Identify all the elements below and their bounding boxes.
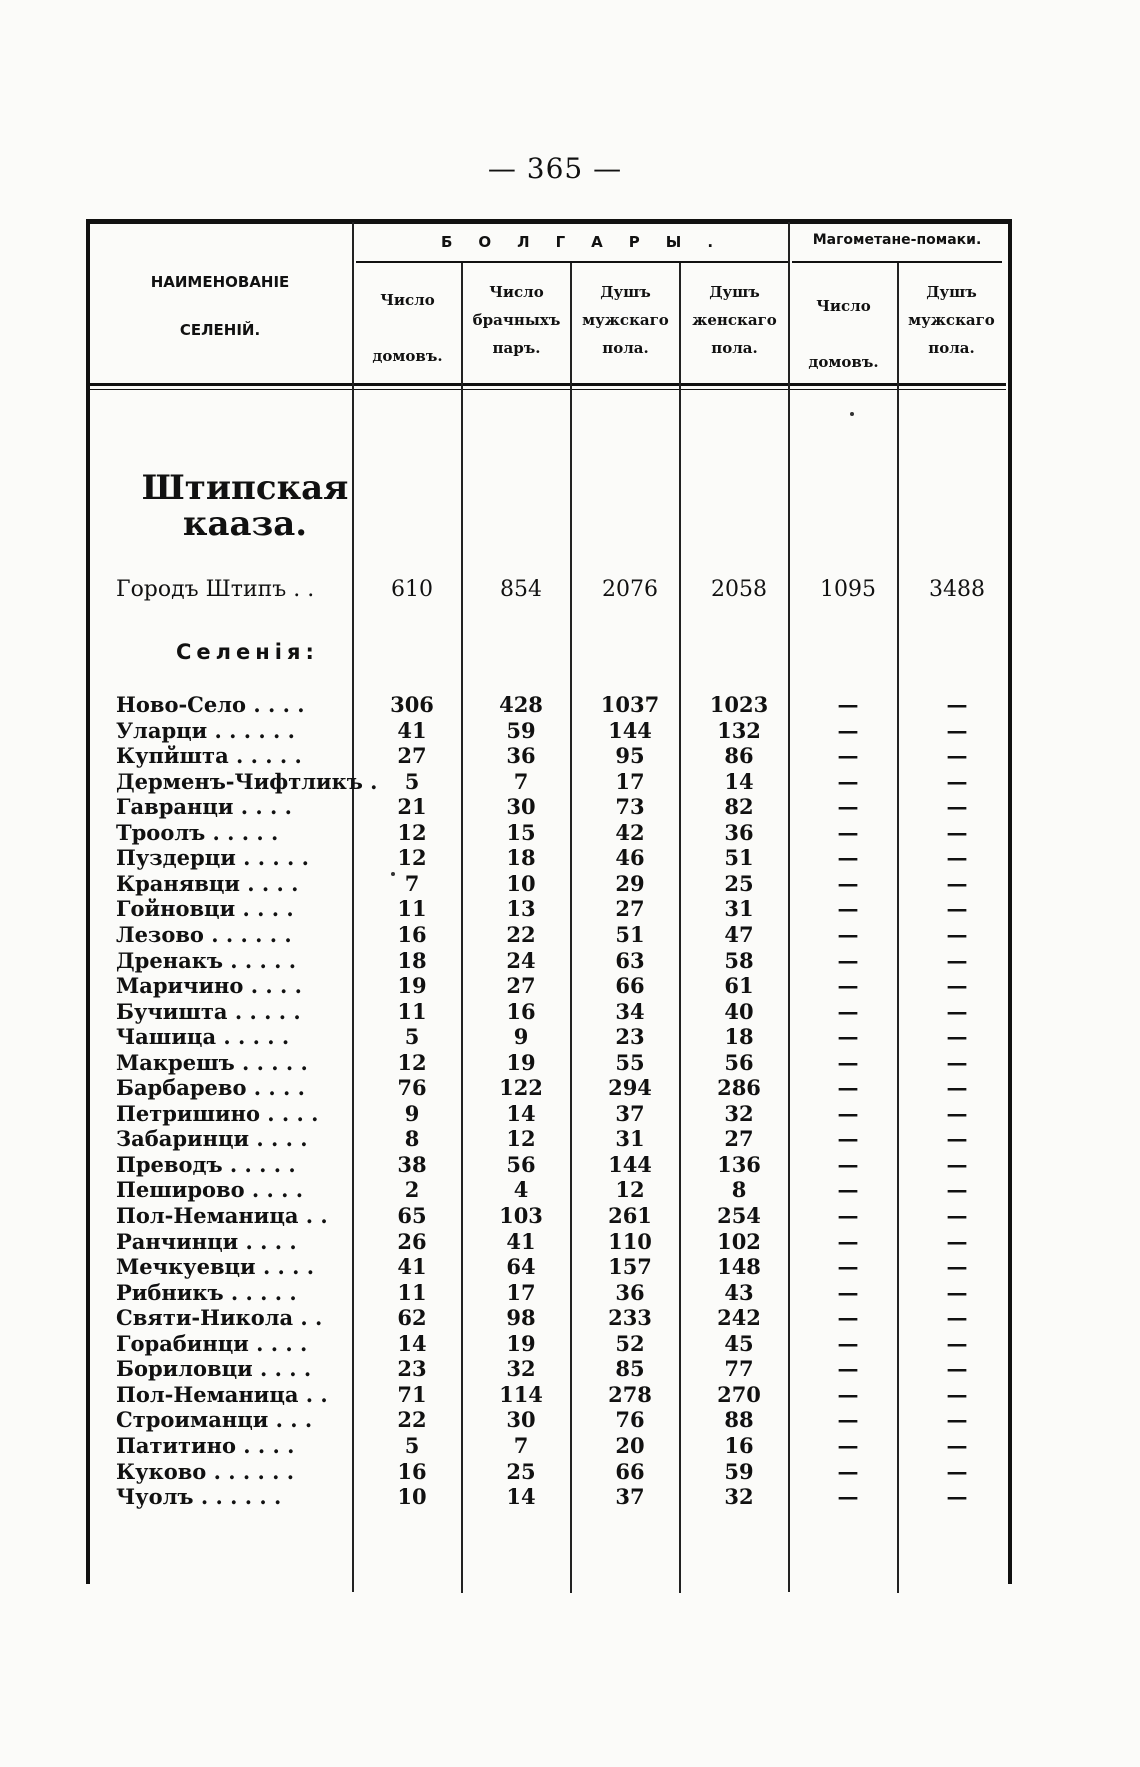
village-houses: 19 (397, 973, 427, 999)
village-male: 95 (615, 743, 645, 769)
village-name: Пол-Неманица . . (116, 1203, 328, 1228)
village-pomaki-houses: — (837, 1075, 859, 1101)
town-couples: 854 (500, 577, 542, 602)
village-houses: 11 (397, 1279, 427, 1305)
village-male: 85 (615, 1356, 645, 1382)
village-name: Гойновци . . . . (116, 896, 294, 922)
village-female: 43 (724, 1279, 754, 1305)
village-male: 63 (615, 947, 645, 973)
village-pomaki-houses: — (837, 1049, 859, 1075)
name-column-header-line2: СЕЛЕНІЙ. (179, 321, 261, 339)
village-pomaki-male: — (946, 1381, 968, 1407)
village-male: 76 (615, 1407, 645, 1433)
village-male: 23 (615, 1024, 645, 1050)
village-houses: 22 (397, 1407, 427, 1433)
village-name: Пуздерци . . . . . (116, 845, 309, 871)
village-name: Макрешъ . . . . . (116, 1049, 308, 1075)
village-female: 27 (724, 1126, 754, 1152)
header-bottom-rule-2 (86, 389, 1006, 390)
village-pomaki-houses: — (837, 1305, 859, 1331)
village-pomaki-houses: — (837, 1407, 859, 1433)
village-couples: 64 (506, 1254, 536, 1280)
town-pomaki-male: 3488 (929, 577, 985, 602)
village-female: 16 (724, 1432, 754, 1458)
village-row (116, 1177, 1006, 1202)
town-row (116, 577, 1006, 602)
village-pomaki-male: — (946, 1356, 968, 1382)
village-name: Бучишта . . . . . (116, 998, 301, 1024)
village-pomaki-houses: — (837, 1177, 859, 1203)
village-couples: 32 (506, 1356, 536, 1382)
village-male: 66 (615, 973, 645, 999)
village-couples: 122 (499, 1075, 543, 1101)
village-female: 32 (724, 1484, 754, 1510)
village-pomaki-male: — (946, 1254, 968, 1280)
village-couples: 30 (506, 794, 536, 820)
village-pomaki-houses: — (837, 1203, 859, 1228)
village-pomaki-houses: — (837, 1228, 859, 1254)
village-row (116, 743, 1006, 768)
village-pomaki-male: — (946, 1100, 968, 1126)
village-couples: 7 (513, 768, 529, 794)
village-houses: 62 (397, 1305, 427, 1331)
village-couples: 22 (506, 921, 536, 947)
group-header-bolgary: БОЛГАРЫ. (440, 233, 740, 251)
col-header-male: Душъ мужскаго пола. (582, 283, 669, 357)
village-row (116, 718, 1006, 743)
village-row (116, 1254, 1006, 1279)
village-pomaki-houses: — (837, 768, 859, 794)
village-female: 1023 (709, 692, 769, 717)
village-couples: 15 (506, 819, 536, 845)
village-name: Ранчинци . . . . (116, 1228, 297, 1254)
village-female: 51 (724, 845, 754, 871)
village-name: Рибникъ . . . . . (116, 1279, 297, 1305)
village-houses: 16 (397, 921, 427, 947)
town-houses: 610 (391, 577, 433, 602)
village-row (116, 973, 1006, 998)
village-row (116, 999, 1006, 1024)
village-male: 27 (615, 896, 645, 922)
village-row (116, 769, 1006, 794)
village-male: 294 (608, 1075, 652, 1101)
village-row (116, 1459, 1006, 1484)
village-name: Уларци . . . . . . (116, 717, 295, 743)
village-male: 36 (615, 1279, 645, 1305)
village-pomaki-male: — (946, 1407, 968, 1433)
village-male: 278 (608, 1381, 652, 1407)
village-pomaki-male: — (946, 768, 968, 794)
village-row (116, 1433, 1006, 1458)
village-name: Купйшта . . . . . (116, 743, 302, 769)
village-female: 31 (724, 896, 754, 922)
town-pomaki-houses: 1095 (820, 577, 876, 602)
village-couples: 103 (499, 1203, 543, 1228)
village-houses: 38 (397, 1151, 427, 1177)
village-pomaki-houses: — (837, 819, 859, 845)
village-female: 18 (724, 1024, 754, 1050)
village-pomaki-houses: — (837, 1254, 859, 1280)
village-pomaki-male: — (946, 973, 968, 999)
village-pomaki-houses: — (837, 1381, 859, 1407)
village-houses: 10 (397, 1484, 427, 1510)
village-houses: 18 (397, 947, 427, 973)
village-female: 58 (724, 947, 754, 973)
village-row (116, 922, 1006, 947)
village-pomaki-male: — (946, 743, 968, 769)
village-houses: 26 (397, 1228, 427, 1254)
town-name: Городъ Штипъ . . (116, 577, 315, 602)
village-pomaki-male: — (946, 1279, 968, 1305)
village-row (116, 1305, 1006, 1330)
village-name: Гавранци . . . . (116, 794, 292, 820)
village-name: Пол-Неманица . . (116, 1381, 328, 1407)
village-name: Чуолъ . . . . . . (116, 1484, 282, 1510)
village-pomaki-male: — (946, 1177, 968, 1203)
village-pomaki-houses: — (837, 845, 859, 871)
village-female: 148 (717, 1254, 761, 1280)
village-couples: 4 (513, 1177, 529, 1203)
village-houses: 9 (404, 1100, 420, 1126)
village-pomaki-male: — (946, 692, 968, 717)
village-row (116, 820, 1006, 845)
village-couples: 17 (506, 1279, 536, 1305)
village-name: Петришино . . . . (116, 1100, 319, 1126)
kaza-heading (140, 470, 350, 542)
village-male: 73 (615, 794, 645, 820)
village-pomaki-male: — (946, 921, 968, 947)
village-female: 88 (724, 1407, 754, 1433)
col-header-pomaki-houses: Число домовъ. (808, 297, 879, 371)
village-pomaki-houses: — (837, 1024, 859, 1050)
village-pomaki-houses: — (837, 896, 859, 922)
village-pomaki-male: — (946, 1330, 968, 1356)
village-couples: 25 (506, 1458, 536, 1484)
village-couples: 9 (513, 1024, 529, 1050)
name-column-header-line1: НАИМЕНОВАНІЕ (150, 273, 290, 291)
village-row (116, 692, 1006, 717)
village-female: 86 (724, 743, 754, 769)
village-houses: 306 (390, 692, 434, 717)
village-male: 46 (615, 845, 645, 871)
village-female: 102 (717, 1228, 761, 1254)
village-pomaki-male: — (946, 845, 968, 871)
village-female: 136 (717, 1151, 761, 1177)
village-couples: 14 (506, 1100, 536, 1126)
village-male: 144 (608, 1151, 652, 1177)
village-name: Святи-Никола . . (116, 1305, 323, 1331)
village-couples: 59 (506, 717, 536, 743)
village-houses: 71 (397, 1381, 427, 1407)
village-houses: 23 (397, 1356, 427, 1382)
village-name: Горабинци . . . . (116, 1330, 308, 1356)
village-houses: 16 (397, 1458, 427, 1484)
village-pomaki-male: — (946, 870, 968, 896)
village-row (116, 1101, 1006, 1126)
village-name: Пеширово . . . . (116, 1177, 304, 1203)
village-pomaki-houses: — (837, 947, 859, 973)
village-pomaki-male: — (946, 896, 968, 922)
village-houses: 41 (397, 1254, 427, 1280)
village-couples: 10 (506, 870, 536, 896)
village-houses: 5 (404, 1432, 420, 1458)
village-name: Забаринци . . . . (116, 1126, 308, 1152)
village-pomaki-male: — (946, 819, 968, 845)
village-female: 25 (724, 870, 754, 896)
village-pomaki-houses: — (837, 870, 859, 896)
village-female: 32 (724, 1100, 754, 1126)
village-row (116, 845, 1006, 870)
village-female: 8 (731, 1177, 747, 1203)
village-pomaki-male: — (946, 1432, 968, 1458)
village-male: 66 (615, 1458, 645, 1484)
village-houses: 14 (397, 1330, 427, 1356)
village-couples: 114 (499, 1381, 543, 1407)
village-name: Ново-Село . . . . (116, 692, 305, 717)
village-pomaki-male: — (946, 1458, 968, 1484)
village-female: 286 (717, 1075, 761, 1101)
village-pomaki-male: — (946, 1075, 968, 1101)
village-pomaki-houses: — (837, 1279, 859, 1305)
village-female: 56 (724, 1049, 754, 1075)
village-female: 36 (724, 819, 754, 845)
village-female: 242 (717, 1305, 761, 1331)
village-houses: 12 (397, 1049, 427, 1075)
village-row (116, 1050, 1006, 1075)
village-couples: 16 (506, 998, 536, 1024)
village-houses: 27 (397, 743, 427, 769)
village-pomaki-houses: — (837, 1356, 859, 1382)
village-row (116, 948, 1006, 973)
village-couples: 30 (506, 1407, 536, 1433)
village-row (116, 1229, 1006, 1254)
village-couples: 13 (506, 896, 536, 922)
village-pomaki-houses: — (837, 1126, 859, 1152)
village-female: 82 (724, 794, 754, 820)
village-pomaki-houses: — (837, 998, 859, 1024)
town-female: 2058 (711, 577, 767, 602)
village-row (116, 1382, 1006, 1407)
village-female: 254 (717, 1203, 761, 1228)
village-houses: 41 (397, 717, 427, 743)
village-pomaki-male: — (946, 1203, 968, 1228)
village-houses: 76 (397, 1075, 427, 1101)
village-pomaki-houses: — (837, 1100, 859, 1126)
village-pomaki-male: — (946, 1228, 968, 1254)
village-male: 29 (615, 870, 645, 896)
village-houses: 8 (404, 1126, 420, 1152)
village-couples: 18 (506, 845, 536, 871)
village-houses: 11 (397, 998, 427, 1024)
village-row (116, 896, 1006, 921)
village-houses: 2 (404, 1177, 420, 1203)
village-name: Барбарево . . . . (116, 1075, 305, 1101)
village-female: 45 (724, 1330, 754, 1356)
village-couples: 428 (499, 692, 543, 717)
village-male: 233 (608, 1305, 652, 1331)
header-top-rule (86, 219, 1012, 224)
village-pomaki-male: — (946, 947, 968, 973)
village-houses: 12 (397, 845, 427, 871)
kaza-heading-line1: Штипская (141, 468, 349, 508)
village-male: 12 (615, 1177, 645, 1203)
col-header-houses: Число домовъ. (372, 291, 443, 365)
village-pomaki-houses: — (837, 743, 859, 769)
village-couples: 98 (506, 1305, 536, 1331)
village-name: Строиманци . . . (116, 1407, 313, 1433)
village-name: Преводъ . . . . . (116, 1151, 296, 1177)
village-male: 144 (608, 717, 652, 743)
village-male: 51 (615, 921, 645, 947)
village-pomaki-male: — (946, 1484, 968, 1510)
village-couples: 56 (506, 1151, 536, 1177)
village-pomaki-male: — (946, 1151, 968, 1177)
village-houses: 5 (404, 1024, 420, 1050)
village-name: Маричино . . . . (116, 973, 302, 999)
village-male: 157 (608, 1254, 652, 1280)
village-row (116, 1203, 1006, 1228)
village-row (116, 871, 1006, 896)
village-female: 270 (717, 1381, 761, 1407)
page-number: — 365 — (487, 152, 623, 185)
col-header-female: Душъ женскаго пола. (692, 283, 777, 357)
village-couples: 36 (506, 743, 536, 769)
col-header-couples: Число брачныхъ паръ. (472, 283, 561, 357)
village-name: Мечкуевци . . . . (116, 1254, 315, 1280)
village-female: 77 (724, 1356, 754, 1382)
village-houses: 7 (404, 870, 420, 896)
village-row (116, 1126, 1006, 1151)
village-couples: 14 (506, 1484, 536, 1510)
speck (391, 872, 395, 876)
village-houses: 11 (397, 896, 427, 922)
group-underline-bolgary (356, 261, 790, 263)
header-bottom-rule (86, 383, 1006, 386)
village-couples: 19 (506, 1049, 536, 1075)
village-houses: 21 (397, 794, 427, 820)
village-female: 61 (724, 973, 754, 999)
village-pomaki-houses: — (837, 1484, 859, 1510)
village-pomaki-houses: — (837, 794, 859, 820)
village-male: 1037 (600, 692, 660, 717)
village-male: 55 (615, 1049, 645, 1075)
village-female: 59 (724, 1458, 754, 1484)
village-pomaki-houses: — (837, 1458, 859, 1484)
village-male: 42 (615, 819, 645, 845)
village-name: Чашица . . . . . (116, 1024, 290, 1050)
village-pomaki-male: — (946, 1126, 968, 1152)
village-row (116, 1075, 1006, 1100)
village-pomaki-houses: — (837, 1330, 859, 1356)
villages-subheading: Селенія: (176, 640, 319, 664)
village-couples: 41 (506, 1228, 536, 1254)
village-houses: 12 (397, 819, 427, 845)
village-pomaki-male: — (946, 794, 968, 820)
village-pomaki-houses: — (837, 1151, 859, 1177)
village-name: Бориловци . . . . (116, 1356, 312, 1382)
village-pomaki-male: — (946, 717, 968, 743)
village-male: 261 (608, 1203, 652, 1228)
village-name: Лезово . . . . . . (116, 921, 292, 947)
village-row (116, 1484, 1006, 1509)
village-female: 47 (724, 921, 754, 947)
village-male: 110 (608, 1228, 652, 1254)
village-pomaki-male: — (946, 998, 968, 1024)
village-couples: 27 (506, 973, 536, 999)
village-male: 37 (615, 1484, 645, 1510)
name-column-header (90, 258, 350, 354)
village-couples: 7 (513, 1432, 529, 1458)
village-row (116, 794, 1006, 819)
village-pomaki-houses: — (837, 692, 859, 717)
village-male: 52 (615, 1330, 645, 1356)
village-name: Патитино . . . . (116, 1432, 295, 1458)
village-couples: 24 (506, 947, 536, 973)
village-pomaki-male: — (946, 1024, 968, 1050)
village-pomaki-houses: — (837, 717, 859, 743)
village-houses: 5 (404, 768, 420, 794)
village-row (116, 1152, 1006, 1177)
village-pomaki-male: — (946, 1049, 968, 1075)
village-houses: 65 (397, 1203, 427, 1228)
village-female: 132 (717, 717, 761, 743)
village-female: 14 (724, 768, 754, 794)
village-name: Куково . . . . . . (116, 1458, 295, 1484)
village-male: 20 (615, 1432, 645, 1458)
village-male: 34 (615, 998, 645, 1024)
village-couples: 12 (506, 1126, 536, 1152)
village-row (116, 1407, 1006, 1432)
village-name: Троолъ . . . . . (116, 819, 279, 845)
group-header-pomaki: Магометане-помаки. (812, 232, 982, 248)
village-row (116, 1331, 1006, 1356)
village-pomaki-houses: — (837, 1432, 859, 1458)
village-pomaki-houses: — (837, 973, 859, 999)
village-male: 17 (615, 768, 645, 794)
village-male: 31 (615, 1126, 645, 1152)
village-row (116, 1280, 1006, 1305)
village-pomaki-male: — (946, 1305, 968, 1331)
village-female: 40 (724, 998, 754, 1024)
speck (850, 412, 854, 416)
village-male: 37 (615, 1100, 645, 1126)
col-header-pomaki-male: Душъ мужскаго пола. (908, 283, 995, 357)
village-couples: 19 (506, 1330, 536, 1356)
village-pomaki-houses: — (837, 921, 859, 947)
kaza-heading-line2: кааза. (182, 504, 308, 544)
village-row (116, 1024, 1006, 1049)
village-name: Дренакъ . . . . . (116, 947, 297, 973)
village-row (116, 1356, 1006, 1381)
town-male: 2076 (602, 577, 658, 602)
village-name: Дерменъ-Чифтликъ . (116, 768, 378, 794)
village-name: Кранявци . . . . (116, 870, 299, 896)
